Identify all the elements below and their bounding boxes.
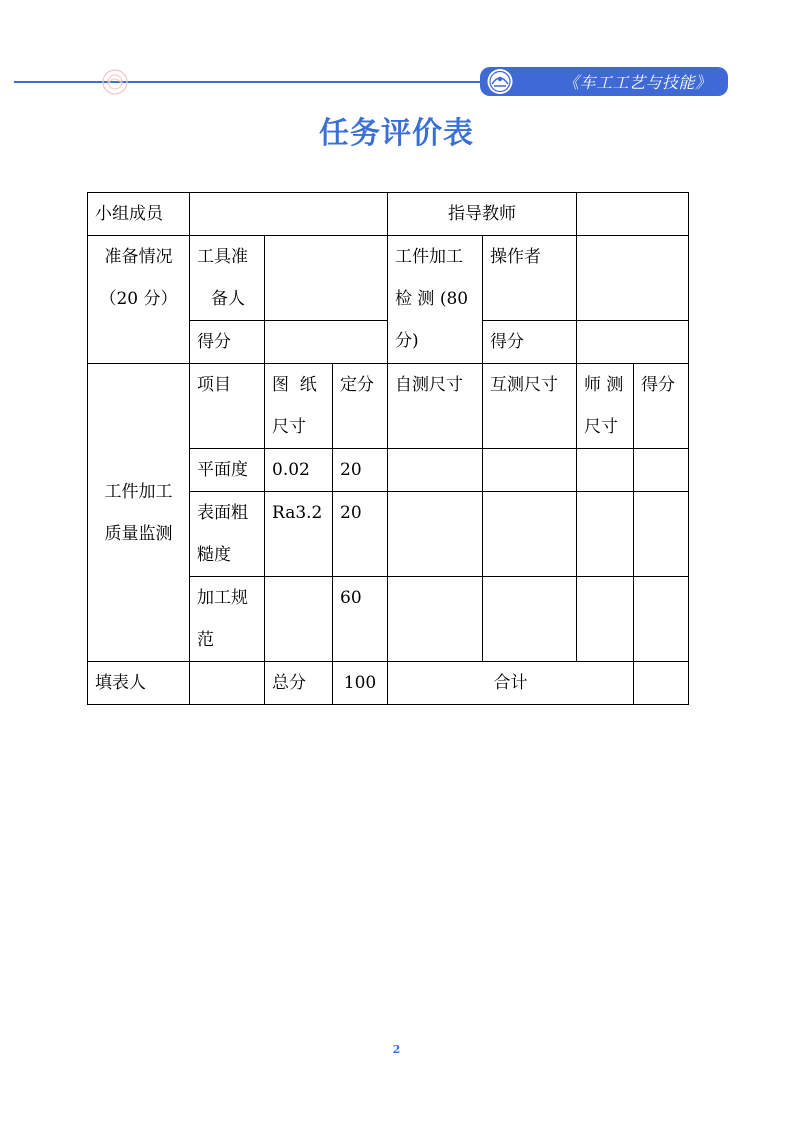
school-seal-icon — [483, 68, 517, 95]
row-standard-item — [190, 577, 265, 662]
header-banner — [480, 67, 728, 96]
total-value: 100 — [333, 662, 388, 705]
col-header-mutual-measure: 互测尺寸 — [483, 364, 577, 449]
instructor-cell[interactable] — [577, 193, 689, 236]
row-roughness-fixed: 20 — [333, 492, 388, 577]
inspection-label-line2: 检 测 (80 — [395, 289, 469, 309]
row-flatness-mutual[interactable] — [483, 449, 577, 492]
drawing-size-line1: 图 纸 — [272, 375, 317, 395]
book-title: 《车工工艺与技能》 — [563, 73, 712, 92]
row-roughness-score[interactable] — [634, 492, 689, 577]
col-header-fixed-score: 定分 — [333, 364, 388, 449]
col-header-drawing-size — [265, 364, 333, 449]
quality-label-line2: 质量监测 — [104, 523, 173, 544]
instructor-label: 指导教师 — [388, 193, 577, 236]
tool-prep-person-line2: 备人 — [211, 289, 245, 309]
row-roughness-self[interactable] — [388, 492, 483, 577]
row-standard-item-line1: 加工规 — [197, 588, 248, 608]
group-members-cell[interactable] — [190, 193, 388, 236]
tool-prep-person-cell[interactable] — [265, 236, 388, 321]
teacher-measure-line1: 师 测 — [584, 375, 624, 395]
inspection-label-line3: 分) — [395, 331, 419, 351]
row-flatness-score[interactable] — [634, 449, 689, 492]
page-title: 任务评价表 — [319, 116, 474, 151]
header-rule — [14, 81, 494, 83]
watermark-seal-icon — [100, 68, 130, 96]
prep-label-line2: （20 分） — [99, 289, 178, 309]
inspection-score-cell[interactable] — [577, 321, 689, 364]
page-number: 2 — [392, 1043, 401, 1056]
col-header-score: 得分 — [634, 364, 689, 449]
row-roughness-teacher[interactable] — [577, 492, 634, 577]
operator-cell[interactable] — [577, 236, 689, 321]
quality-label — [88, 364, 190, 662]
sum-cell[interactable] — [634, 662, 689, 705]
row-standard-item-line2: 范 — [197, 630, 214, 650]
row-flatness-drawing: 0.02 — [265, 449, 333, 492]
evaluation-table — [87, 192, 689, 705]
row-standard-self[interactable] — [388, 577, 483, 662]
row-roughness-item — [190, 492, 265, 577]
col-header-item: 项目 — [190, 364, 265, 449]
row-flatness-fixed: 20 — [333, 449, 388, 492]
row-standard-drawing — [265, 577, 333, 662]
row-flatness-item: 平面度 — [190, 449, 265, 492]
col-header-self-measure: 自测尺寸 — [388, 364, 483, 449]
row-roughness-mutual[interactable] — [483, 492, 577, 577]
sum-label: 合计 — [388, 662, 634, 705]
row-standard-score[interactable] — [634, 577, 689, 662]
prep-label-line1: 准备情况 — [104, 247, 173, 267]
operator-label: 操作者 — [483, 236, 577, 321]
filler-cell[interactable] — [190, 662, 265, 705]
inspection-label-line1: 工件加工 — [395, 247, 464, 267]
prep-label — [88, 236, 190, 364]
row-roughness-drawing: Ra3.2 — [265, 492, 333, 577]
row-flatness-teacher[interactable] — [577, 449, 634, 492]
quality-label-line1: 工件加工 — [104, 481, 173, 502]
row-standard-teacher[interactable] — [577, 577, 634, 662]
row-standard-fixed: 60 — [333, 577, 388, 662]
filler-label: 填表人 — [88, 662, 190, 705]
teacher-measure-line2: 尺寸 — [584, 417, 619, 437]
tool-prep-person-label — [190, 236, 265, 321]
group-members-label: 小组成员 — [88, 193, 190, 236]
inspection-label — [388, 236, 483, 364]
row-roughness-item-line1: 表面粗 — [197, 503, 248, 523]
row-flatness-self[interactable] — [388, 449, 483, 492]
row-roughness-item-line2: 糙度 — [197, 545, 231, 565]
total-label: 总分 — [265, 662, 333, 705]
inspection-score-label: 得分 — [483, 321, 577, 364]
prep-score-cell[interactable] — [265, 321, 388, 364]
tool-prep-person-line1: 工具准 — [197, 247, 248, 267]
col-header-teacher-measure — [577, 364, 634, 449]
prep-score-label: 得分 — [190, 321, 265, 364]
row-standard-mutual[interactable] — [483, 577, 577, 662]
drawing-size-line2: 尺寸 — [272, 417, 306, 437]
